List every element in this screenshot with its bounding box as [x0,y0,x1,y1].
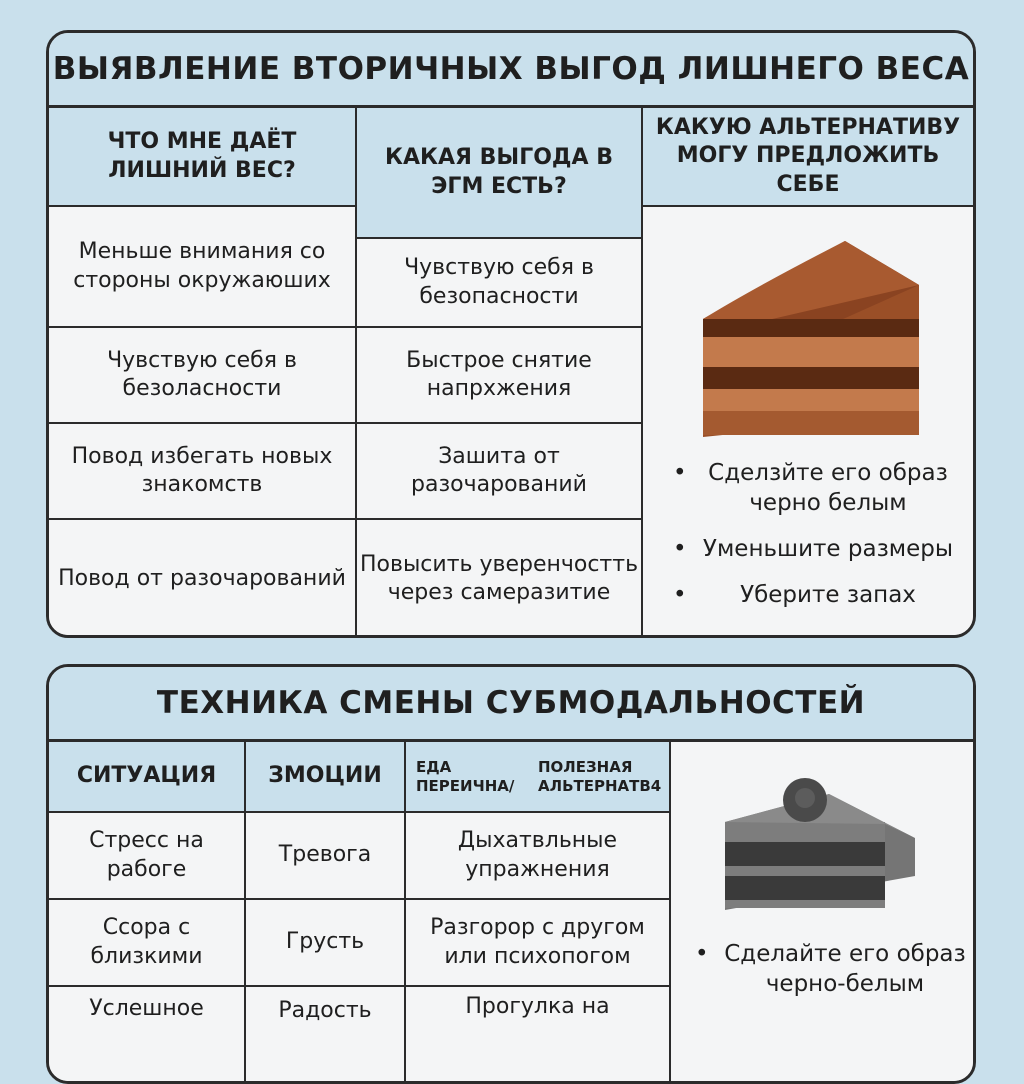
situation-cell: Стресс на рабоге [49,813,246,900]
alternative-item: • Сделайте его образ черно-белым [695,941,966,997]
alternative-cell: Разгорор с другом или психопогом [406,900,671,987]
alternative-item: • Уменьшите размеры [673,535,954,562]
col3-header: КАКУЮ АЛЬТЕРНАТИВУ МОГУ ПРЕДЛОЖИТЬ СЕБЕ [643,108,973,207]
situation-cell: Ссора с близкими [49,900,246,987]
alternative-panel [643,207,973,638]
col1-cell: Повод от разочарований [49,520,357,638]
alternative-item: • Уберите запах [673,581,916,608]
alternative-cell: Дыхатвльные упражнения [406,813,671,900]
situation-header: СИТУАЦИЯ [49,742,246,813]
food-header [406,742,671,813]
emotion-cell: Грусть [246,900,406,987]
emotion-cell: Радость [246,987,406,1084]
alternative-cell: Прогулка на [406,987,671,1084]
alternative-list [669,459,959,627]
cake-slice-gray-icon [719,764,919,914]
col1-cell: Меньше внимания со стороны окружаюших [49,207,357,328]
cake-slice-color-icon [695,227,935,437]
section2-title: ТЕХНИКА СМЕНЫ СУБМОДАЛЬНОСТЕЙ [49,667,973,742]
gray-alternative-panel [671,742,973,1084]
situation-cell: Услешное [49,987,246,1084]
col2-cell: Зашита от разочарований [357,424,643,520]
col2-cell: Быстрое снятие напрхжения [357,328,643,424]
secondary-benefits-card [46,30,976,638]
col2-cell: Повысить уверенчостть через самеразитие [357,520,643,638]
emotions-header: ЗМОЦИИ [246,742,406,813]
col2-cell: Чувствую себя в безопасности [357,239,643,328]
submodality-card [46,664,976,1084]
section1-title: ВЫЯВЛЕНИЕ ВТОРИЧНЫХ ВЫГОД ЛИШНЕГО ВЕСА [49,33,973,108]
alternative-item: • Сделзйте его образ черно белым [673,460,948,516]
col2-header: КАКАЯ ВЫГОДА В ЭГМ ЕСТЬ? [357,108,643,239]
food-header-b: ПОЛЕЗНАЯ АЛЬТЕРНАТВ4 [538,757,662,795]
col1-header: ЧТО МНЕ ДАЁТ ЛИШНИЙ ВЕС? [49,108,357,207]
col1-cell: Чувствую себя в безоласности [49,328,357,424]
food-header-a: ЕДА ПЕРЕИЧНА/ [416,757,515,795]
emotion-cell: Тревога [246,813,406,900]
col1-cell: Повод избегать новых знакомств [49,424,357,520]
gray-alternative-list [691,940,971,1016]
